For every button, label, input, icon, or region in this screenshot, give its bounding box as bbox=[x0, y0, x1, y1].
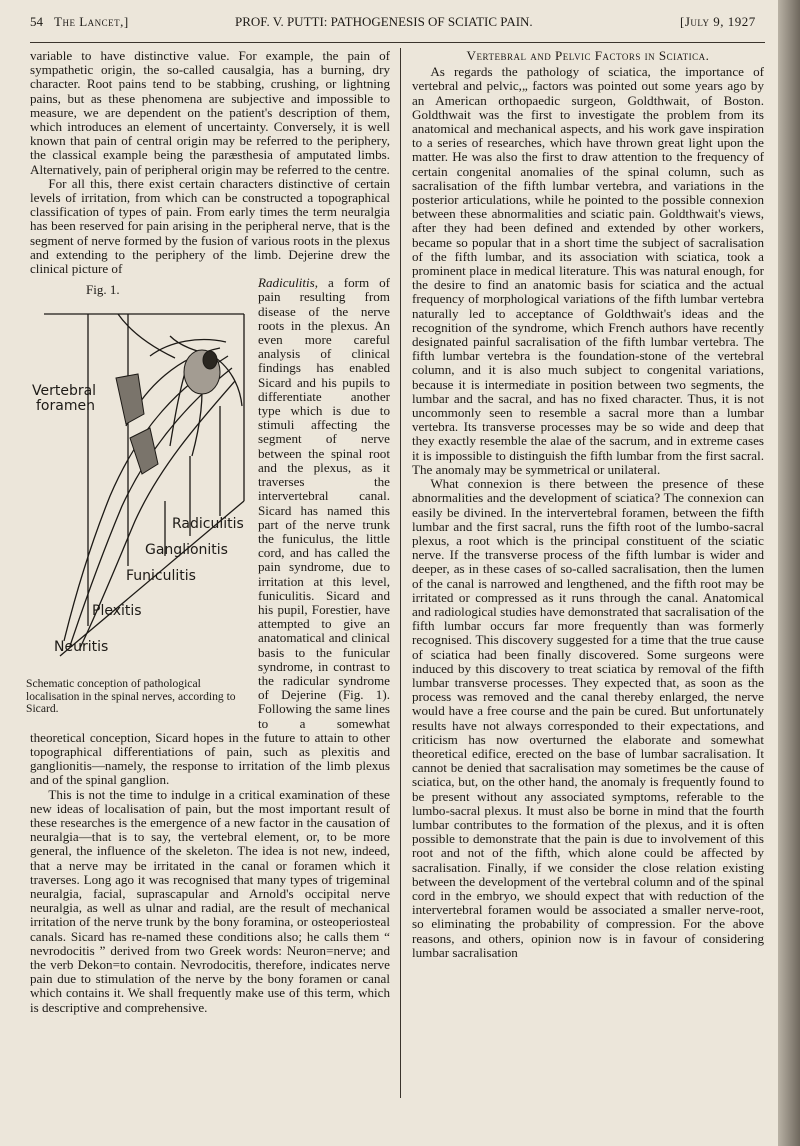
label-ganglionitis: Ganglionitis bbox=[145, 542, 228, 559]
section-heading: Vertebral and Pelvic Factors in Sciatica. bbox=[466, 48, 710, 63]
paragraph: As regards the pathology of sciatica, the importance of vertebral and pelvic,„ factors was pointed out some years ago by an American orthopaedic surgeon, Goldthwait, of Boston. Goldthwait was the first to investigate the problem from its anatomical and mechanical aspects, and his work gave inspiration to a series of researches, which have thrown great light upon the matter. He was also the first to draw attention to the frequency of certain congenital anomalies of the spinal column, such as sacralisation of the fifth lumbar vertebra, and variations in the posterior articulations, while he pointed to the possible connexion between these abnormalities and sciatic pain. Goldthwait's views, after they had been defined and extended by other workers, became so popular that in a short time the subject of sacralisation of the fifth lumbar, and its association with sciatica, took a prominent place in medical literature. This was natural enough, for the desire to find an anatomic basis for sciatica and the actual frequency of morphological variations of the fifth lumbar vertebra naturally led to acceptance of Goldthwait's ideas and the recognition of the syndrome, which French authors have recently designated painful sacralisation of the fifth lumbar vertebra. The fifth lumbar vertebra is the foundation-stone of the vertebral column, and it is also much subject to congenital variations, because it is intermediate in position between two segments, the lumbar and the sacral, and has no fixed character. Thus, it is not uncommonly seen to resemble a sacral more than a lumbar vertebra. Its transverse processes may be so wide and deep that they exactly resemble the alae of the sacrum, and in extreme cases it is impossible to distinguish the fifth lumbar from the first sacral. The anomaly may be symmetrical or unilateral. bbox=[412, 64, 764, 477]
paragraph-text: , a form of pain resulting from disease of the nerve roots in the plexus. An even more careful analysis of clinical findings has enabled Sicard and his pupils to differentiate another type which is due to stimuli affecting the segment of nerve between the spinal root and the plexus, as it traverses the intervertebral canal. Sicard has named this part of the nerve trunk the funiculus, the little cord, and has called the pain syndrome, due to irritation at this level, funiculitis. Sicard and his pupil, Forestier, have attempted to give an anatomatical and clinical basis to the funicular syndrome, in contrast to the radicular syndrome of Dejerine (Fig. 1). Following the same lines to a somewhat theoretical conception, Sicard hopes in the future to attain to other topographical differentiations of pain, such as plexitis and ganglionitis—namely, the response to irritation of the limb plexus and of the spinal ganglion. bbox=[30, 275, 390, 788]
ganglion-core bbox=[203, 351, 217, 369]
paragraph: What connexion is there between the presence of these abnormalities and the development of sciatica? The connexion can easily be divined. In the intervertebral foramen, between the fifth lumbar and the first sacral, runs the fifth root of the lumbo-sacral plexus, a root which is the principal constituent of the sciatic nerve. If the transverse process of the fifth lumbar is wider and deeper, as in these cases of so-called sacralisation, then the lumen of the canal is narrowed and lengthened, and the fifth root may be irritated or compressed as it runs through the canal. Anatomical and radiological studies have demonstrated that sacralisation of the fifth lumbar occurs far more frequently than was formerly recognised. This discovery suggested for a time that the true cause of sciatica had been finally discovered. Some surgeons were induced by this discovery to treat sciatica by removal of the fifth lumbar transverse processes. They expected that, as soon as the process was removed and the canal thereby enlarged, the nerve would have a free course and the pain be cured. But unfortunately results have not always corresponded to their expectations, and criticism has now overturned the elaborate and somewhat theoretical edifice, erected on the base of lumbar sacralisation. It cannot be denied that sacralisation may sometimes be the cause of sciatica, but, on the other hand, the anomaly is frequently found to be present without any associated symptoms, referable to the lumbo-sacral plexus. It must also be borne in mind that the fourth lumbar contributes to the formation of the plexus, and it is often possible to demonstrate that the pain is due to involvement of this root and not of the fifth, which alone could be affected by sacralisation. Finally, if we consider the close relation existing between the development of the vertebral column and of the spinal cord in the embryo, we should expect that with reduction of the intervertebral foramen would be associated a smaller nerve-root, so eliminating the probability of compression. For the above reasons, and others, opinion now is in favour of considering lumbar sacralisation bbox=[412, 476, 764, 960]
figure-title: Fig. 1. bbox=[86, 282, 120, 298]
radiculitis-term: Radiculitis bbox=[258, 275, 315, 291]
header-rule bbox=[30, 42, 765, 43]
vertebra-block bbox=[130, 428, 158, 474]
paragraph bbox=[30, 177, 390, 276]
paragraph: This is not the time to indulge in a critical examination of these new ideas of localisation of pain, but the most important result of these researches is the emergence of a new factor in the causation of neuralgia—that is to say, the vertebral element, or, to be more general, the influence of the skeleton. The idea is not new, indeed, that a nerve may be irritated in the canal or foramen which it traverses. Long ago it was recognised that many types of trigeminal neuralgia, facial, suprascapular and Arnold's occipital nerve neuralgia, as well as ulnar and radial, are the result of mechanical irritation of the nerve trunk by the bony foramina, or osteoperiosteal canals. Sicard has re-named these conditions also; he calls them “ nevrodocitis ” derived from two Greek words: Neuron=nerve; and the verb Dekon=to contain. Nevrodocitis, therefore, indicates nerve pain due to stimulation of the nerve by the bony foramen or canal which contains it. We shall frequently make use of this term, which is descriptive and comprehensive. bbox=[30, 786, 390, 1015]
label-vertebral-foramen: Vertebral bbox=[32, 383, 97, 400]
right-column bbox=[412, 49, 764, 960]
running-header bbox=[30, 14, 765, 38]
column-rule bbox=[400, 48, 401, 1098]
paragraph-text: For all this, there exist certain characters distinctive of certain levels of irritation, from which can be constructed a topographical classification of types of pain. From early times the term neuralgia has been reserved for pain arising in the peripheral nerve, that is the segment of nerve formed by the fusion of various roots in the plexus and extending to the periphery of the limb. Dejerine drew the clinical picture of bbox=[30, 175, 390, 277]
nerve-fiber bbox=[118, 314, 175, 358]
page-edge-shadow bbox=[778, 0, 800, 1146]
paragraph: variable to have distinctive value. For example, the pain of sympathetic origin, the so-called causalgia, has a burning, dry character. Root pains tend to be stabbing, crushing, or lightning pains, but as these phenomena are subjective and impossible to measure, we are dependent on the patient's description of them, which introduces an element of uncertainty. Conversely, it is well known that pain of central origin may be referred to the periphery, the classical example being the paræsthesia of amputated limbs. Alternatively, pain of peripheral origin may be referred to the centre. bbox=[30, 48, 390, 177]
left-column bbox=[26, 48, 390, 1015]
label-plexitis: Plexitis bbox=[92, 603, 142, 620]
page-number: 54 bbox=[30, 14, 43, 29]
issue-date: [July 9, 1927 bbox=[680, 14, 756, 29]
label-funiculitis: Funiculitis bbox=[126, 568, 196, 585]
label-neuritis: Neuritis bbox=[54, 639, 109, 656]
vertebra-block bbox=[116, 374, 144, 424]
nerve-diagram bbox=[30, 296, 252, 676]
label-vertebral-foramen: foramen bbox=[36, 398, 95, 415]
figure-caption: Schematic conception of pathological localisation in the spinal nerves, according to Sicard. bbox=[26, 677, 236, 716]
label-radiculitis: Radiculitis bbox=[172, 516, 244, 533]
article-title: PROF. V. PUTTI: PATHOGENESIS OF SCIATIC PAIN. bbox=[235, 14, 533, 29]
figure-1 bbox=[26, 276, 252, 720]
journal-name: The Lancet,] bbox=[54, 14, 129, 29]
